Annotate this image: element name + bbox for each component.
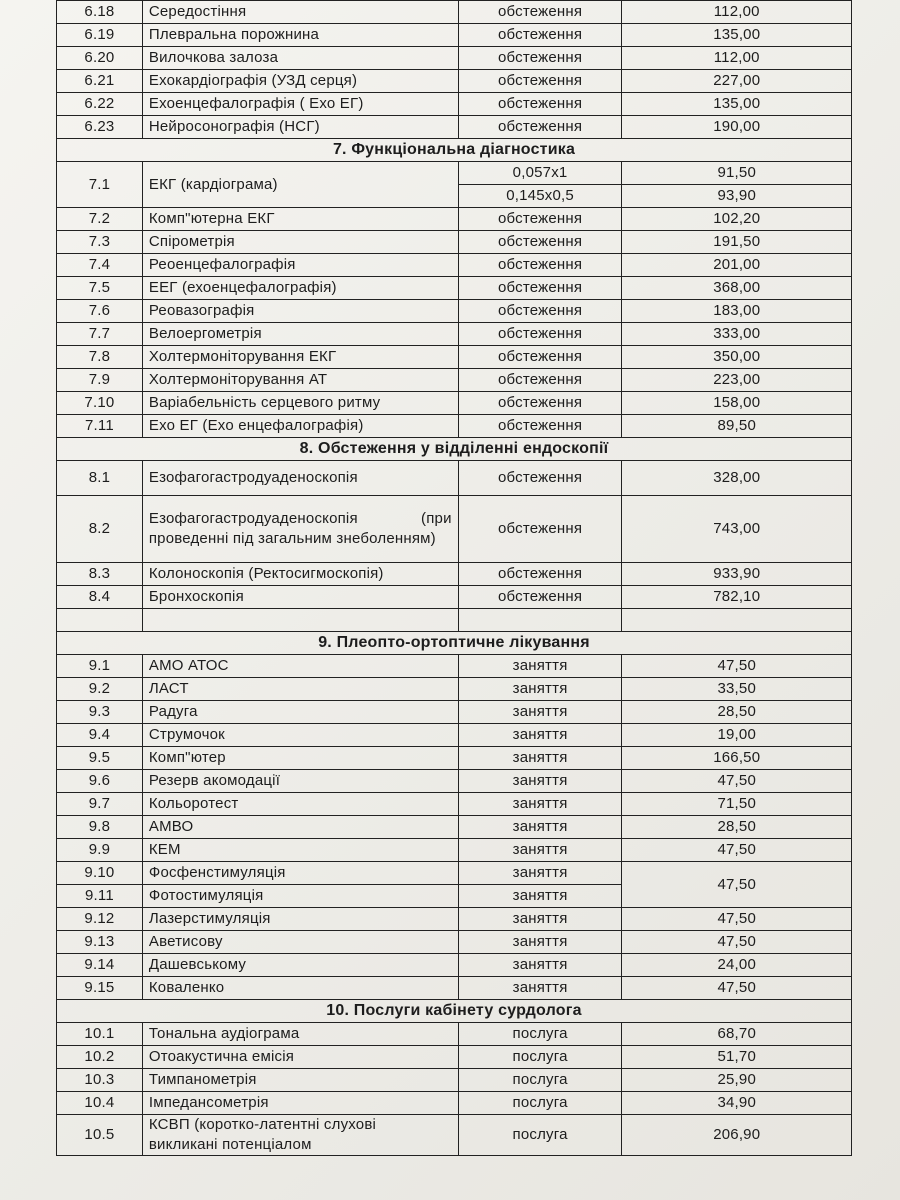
table-row	[57, 839, 852, 862]
unit: заняття	[458, 885, 622, 908]
service-name: Фосфенстимуляція	[142, 862, 458, 885]
section-header-row	[57, 438, 852, 461]
service-name: Отоакустична емісія	[142, 1046, 458, 1069]
section-header-row	[57, 1000, 852, 1023]
row-number: 6.18	[57, 1, 143, 24]
service-name: АМО АТОС	[142, 655, 458, 678]
row-number: 8.4	[57, 586, 143, 609]
price: 333,00	[622, 323, 852, 346]
service-name: Холтермоніторування ЕКГ	[142, 346, 458, 369]
table-row	[57, 793, 852, 816]
service-name: Резерв акомодації	[142, 770, 458, 793]
price: 112,00	[622, 1, 852, 24]
price: 47,50	[622, 908, 852, 931]
unit: обстеження	[458, 461, 622, 496]
table-row	[57, 747, 852, 770]
service-name	[142, 1115, 458, 1156]
table-row	[57, 277, 852, 300]
row-number: 7.3	[57, 231, 143, 254]
table-row	[57, 208, 852, 231]
unit: заняття	[458, 701, 622, 724]
row-number: 9.12	[57, 908, 143, 931]
unit: заняття	[458, 816, 622, 839]
service-name-line: КСВП (коротко-латентні слухові	[148, 1116, 377, 1133]
row-number: 6.20	[57, 47, 143, 70]
service-name: Вилочкова залоза	[142, 47, 458, 70]
price: 93,90	[622, 185, 852, 208]
unit: послуга	[458, 1046, 622, 1069]
row-number: 7.10	[57, 392, 143, 415]
table-row	[57, 954, 852, 977]
unit: заняття	[458, 770, 622, 793]
table-row	[57, 93, 852, 116]
service-name: Радуга	[142, 701, 458, 724]
service-name: Тональна аудіограма	[142, 1023, 458, 1046]
unit: заняття	[458, 862, 622, 885]
row-number: 10.3	[57, 1069, 143, 1092]
unit: обстеження	[458, 369, 622, 392]
unit: заняття	[458, 724, 622, 747]
unit: заняття	[458, 678, 622, 701]
service-name: КЕМ	[142, 839, 458, 862]
price: 183,00	[622, 300, 852, 323]
price: 28,50	[622, 816, 852, 839]
price: 135,00	[622, 93, 852, 116]
table-row	[57, 162, 852, 185]
row-number: 10.4	[57, 1092, 143, 1115]
unit: обстеження	[458, 300, 622, 323]
price: 71,50	[622, 793, 852, 816]
unit: заняття	[458, 954, 622, 977]
row-number: 9.8	[57, 816, 143, 839]
price: 190,00	[622, 116, 852, 139]
price: 112,00	[622, 47, 852, 70]
service-name-part: Езофагогастродуаденоскопія	[148, 510, 358, 527]
price: 47,50	[622, 839, 852, 862]
row-number: 7.1	[57, 162, 143, 208]
table-row	[57, 1069, 852, 1092]
service-name: Комп"ютерна ЕКГ	[142, 208, 458, 231]
service-name: Ехокардіографія (УЗД серця)	[142, 70, 458, 93]
table-row	[57, 1023, 852, 1046]
service-name: Реоенцефалографія	[142, 254, 458, 277]
unit: обстеження	[458, 346, 622, 369]
unit: обстеження	[458, 277, 622, 300]
row-number: 9.14	[57, 954, 143, 977]
unit: обстеження	[458, 323, 622, 346]
price: 135,00	[622, 24, 852, 47]
price: 28,50	[622, 701, 852, 724]
table-row	[57, 816, 852, 839]
price: 933,90	[622, 563, 852, 586]
price: 166,50	[622, 747, 852, 770]
service-name-part: (при	[421, 510, 452, 527]
table-row	[57, 770, 852, 793]
row-number: 10.2	[57, 1046, 143, 1069]
service-name: Ехоенцефалографія ( Ехо ЕГ)	[142, 93, 458, 116]
table-row	[57, 655, 852, 678]
price: 227,00	[622, 70, 852, 93]
price: 91,50	[622, 162, 852, 185]
unit: заняття	[458, 793, 622, 816]
unit: обстеження	[458, 392, 622, 415]
unit: обстеження	[458, 231, 622, 254]
empty-cell	[458, 609, 622, 632]
price: 47,50	[622, 655, 852, 678]
row-number: 9.7	[57, 793, 143, 816]
unit: обстеження	[458, 415, 622, 438]
service-name	[142, 496, 458, 563]
row-number: 8.3	[57, 563, 143, 586]
unit: обстеження	[458, 563, 622, 586]
service-name: Варіабельність серцевого ритму	[142, 392, 458, 415]
price: 89,50	[622, 415, 852, 438]
price: 33,50	[622, 678, 852, 701]
table-row	[57, 1115, 852, 1156]
service-name: Фотостимуляція	[142, 885, 458, 908]
table-row	[57, 931, 852, 954]
price: 782,10	[622, 586, 852, 609]
service-name: Холтермоніторування АТ	[142, 369, 458, 392]
service-name: Ехо ЕГ (Ехо енцефалографія)	[142, 415, 458, 438]
table-row	[57, 254, 852, 277]
table-row	[57, 678, 852, 701]
row-number: 10.5	[57, 1115, 143, 1156]
unit: заняття	[458, 977, 622, 1000]
service-name: ЕЕГ (ехоенцефалографія)	[142, 277, 458, 300]
table-row	[57, 47, 852, 70]
table-row	[57, 1046, 852, 1069]
section-title: 9. Плеопто-ортоптичне лікування	[57, 632, 852, 655]
service-name: Струмочок	[142, 724, 458, 747]
table-row	[57, 415, 852, 438]
table-row	[57, 24, 852, 47]
row-number: 6.23	[57, 116, 143, 139]
empty-row	[57, 609, 852, 632]
table-row	[57, 496, 852, 563]
service-name-line: проведенні під загальним знеболенням)	[148, 530, 436, 547]
row-number: 7.5	[57, 277, 143, 300]
service-name: Коваленко	[142, 977, 458, 1000]
table-row	[57, 563, 852, 586]
table-row	[57, 300, 852, 323]
row-number: 9.1	[57, 655, 143, 678]
price: 25,90	[622, 1069, 852, 1092]
row-number: 9.9	[57, 839, 143, 862]
unit: заняття	[458, 655, 622, 678]
service-name: Кольоротест	[142, 793, 458, 816]
section-title: 7. Функціональна діагностика	[57, 139, 852, 162]
row-number: 7.2	[57, 208, 143, 231]
row-number: 9.5	[57, 747, 143, 770]
service-name: Лазерстимуляція	[142, 908, 458, 931]
row-number: 9.11	[57, 885, 143, 908]
row-number: 9.2	[57, 678, 143, 701]
service-name: Реовазографія	[142, 300, 458, 323]
unit: послуга	[458, 1092, 622, 1115]
price-table	[56, 0, 852, 1156]
row-number: 9.13	[57, 931, 143, 954]
price: 158,00	[622, 392, 852, 415]
table-row	[57, 862, 852, 885]
service-name: Плевральна порожнина	[142, 24, 458, 47]
unit: заняття	[458, 931, 622, 954]
row-number: 7.11	[57, 415, 143, 438]
price: 24,00	[622, 954, 852, 977]
unit: 0,145х0,5	[458, 185, 622, 208]
service-name: Езофагогастродуаденоскопія	[142, 461, 458, 496]
price: 102,20	[622, 208, 852, 231]
unit: обстеження	[458, 586, 622, 609]
service-name-line	[149, 509, 452, 529]
price: 743,00	[622, 496, 852, 563]
price: 47,50	[622, 862, 852, 908]
table-row	[57, 586, 852, 609]
row-number: 7.4	[57, 254, 143, 277]
price: 47,50	[622, 931, 852, 954]
unit: обстеження	[458, 93, 622, 116]
service-name: ЛАСТ	[142, 678, 458, 701]
service-name: Тимпанометрія	[142, 1069, 458, 1092]
unit: послуга	[458, 1023, 622, 1046]
row-number: 7.9	[57, 369, 143, 392]
row-number: 9.6	[57, 770, 143, 793]
price: 47,50	[622, 977, 852, 1000]
service-name: Нейросонографія (НСГ)	[142, 116, 458, 139]
service-name: Середостіння	[142, 1, 458, 24]
unit: обстеження	[458, 116, 622, 139]
table-row	[57, 369, 852, 392]
table-row	[57, 908, 852, 931]
empty-cell	[57, 609, 143, 632]
row-number: 6.22	[57, 93, 143, 116]
row-number: 6.19	[57, 24, 143, 47]
row-number: 6.21	[57, 70, 143, 93]
service-name: Дашевському	[142, 954, 458, 977]
row-number: 10.1	[57, 1023, 143, 1046]
price: 19,00	[622, 724, 852, 747]
unit: обстеження	[458, 1, 622, 24]
service-name: Велоергометрія	[142, 323, 458, 346]
price: 51,70	[622, 1046, 852, 1069]
table-row	[57, 461, 852, 496]
table-row	[57, 346, 852, 369]
service-name: Аветисову	[142, 931, 458, 954]
service-name-line: викликані потенціалом	[148, 1136, 312, 1153]
unit: послуга	[458, 1069, 622, 1092]
table-row	[57, 701, 852, 724]
table-row	[57, 323, 852, 346]
service-name: Бронхоскопія	[142, 586, 458, 609]
price: 328,00	[622, 461, 852, 496]
section-title: 10. Послуги кабінету сурдолога	[57, 1000, 852, 1023]
row-number: 7.7	[57, 323, 143, 346]
unit: обстеження	[458, 496, 622, 563]
price: 34,90	[622, 1092, 852, 1115]
row-number: 8.1	[57, 461, 143, 496]
table-row	[57, 1, 852, 24]
table-row	[57, 231, 852, 254]
service-name: Спірометрія	[142, 231, 458, 254]
section-header-row	[57, 139, 852, 162]
unit: обстеження	[458, 254, 622, 277]
row-number: 9.15	[57, 977, 143, 1000]
price: 68,70	[622, 1023, 852, 1046]
table-row	[57, 70, 852, 93]
service-name: Комп"ютер	[142, 747, 458, 770]
row-number: 9.4	[57, 724, 143, 747]
price: 201,00	[622, 254, 852, 277]
unit: заняття	[458, 747, 622, 770]
unit: обстеження	[458, 70, 622, 93]
unit: обстеження	[458, 208, 622, 231]
section-title: 8. Обстеження у відділенні ендоскопії	[57, 438, 852, 461]
row-number: 7.8	[57, 346, 143, 369]
unit: заняття	[458, 908, 622, 931]
table-row	[57, 1092, 852, 1115]
unit: послуга	[458, 1115, 622, 1156]
section-header-row	[57, 632, 852, 655]
price: 191,50	[622, 231, 852, 254]
service-name: ЕКГ (кардіограма)	[142, 162, 458, 208]
unit: обстеження	[458, 47, 622, 70]
row-number: 7.6	[57, 300, 143, 323]
price: 206,90	[622, 1115, 852, 1156]
price: 223,00	[622, 369, 852, 392]
table-row	[57, 977, 852, 1000]
row-number: 8.2	[57, 496, 143, 563]
row-number: 9.3	[57, 701, 143, 724]
table-row	[57, 116, 852, 139]
service-name: Імпедансометрія	[142, 1092, 458, 1115]
table-row	[57, 724, 852, 747]
table-row	[57, 392, 852, 415]
service-name: АМВО	[142, 816, 458, 839]
price: 350,00	[622, 346, 852, 369]
unit: 0,057х1	[458, 162, 622, 185]
price: 47,50	[622, 770, 852, 793]
unit: обстеження	[458, 24, 622, 47]
empty-cell	[142, 609, 458, 632]
empty-cell	[622, 609, 852, 632]
price: 368,00	[622, 277, 852, 300]
service-name: Колоноскопія (Ректосигмоскопія)	[142, 563, 458, 586]
row-number: 9.10	[57, 862, 143, 885]
unit: заняття	[458, 839, 622, 862]
